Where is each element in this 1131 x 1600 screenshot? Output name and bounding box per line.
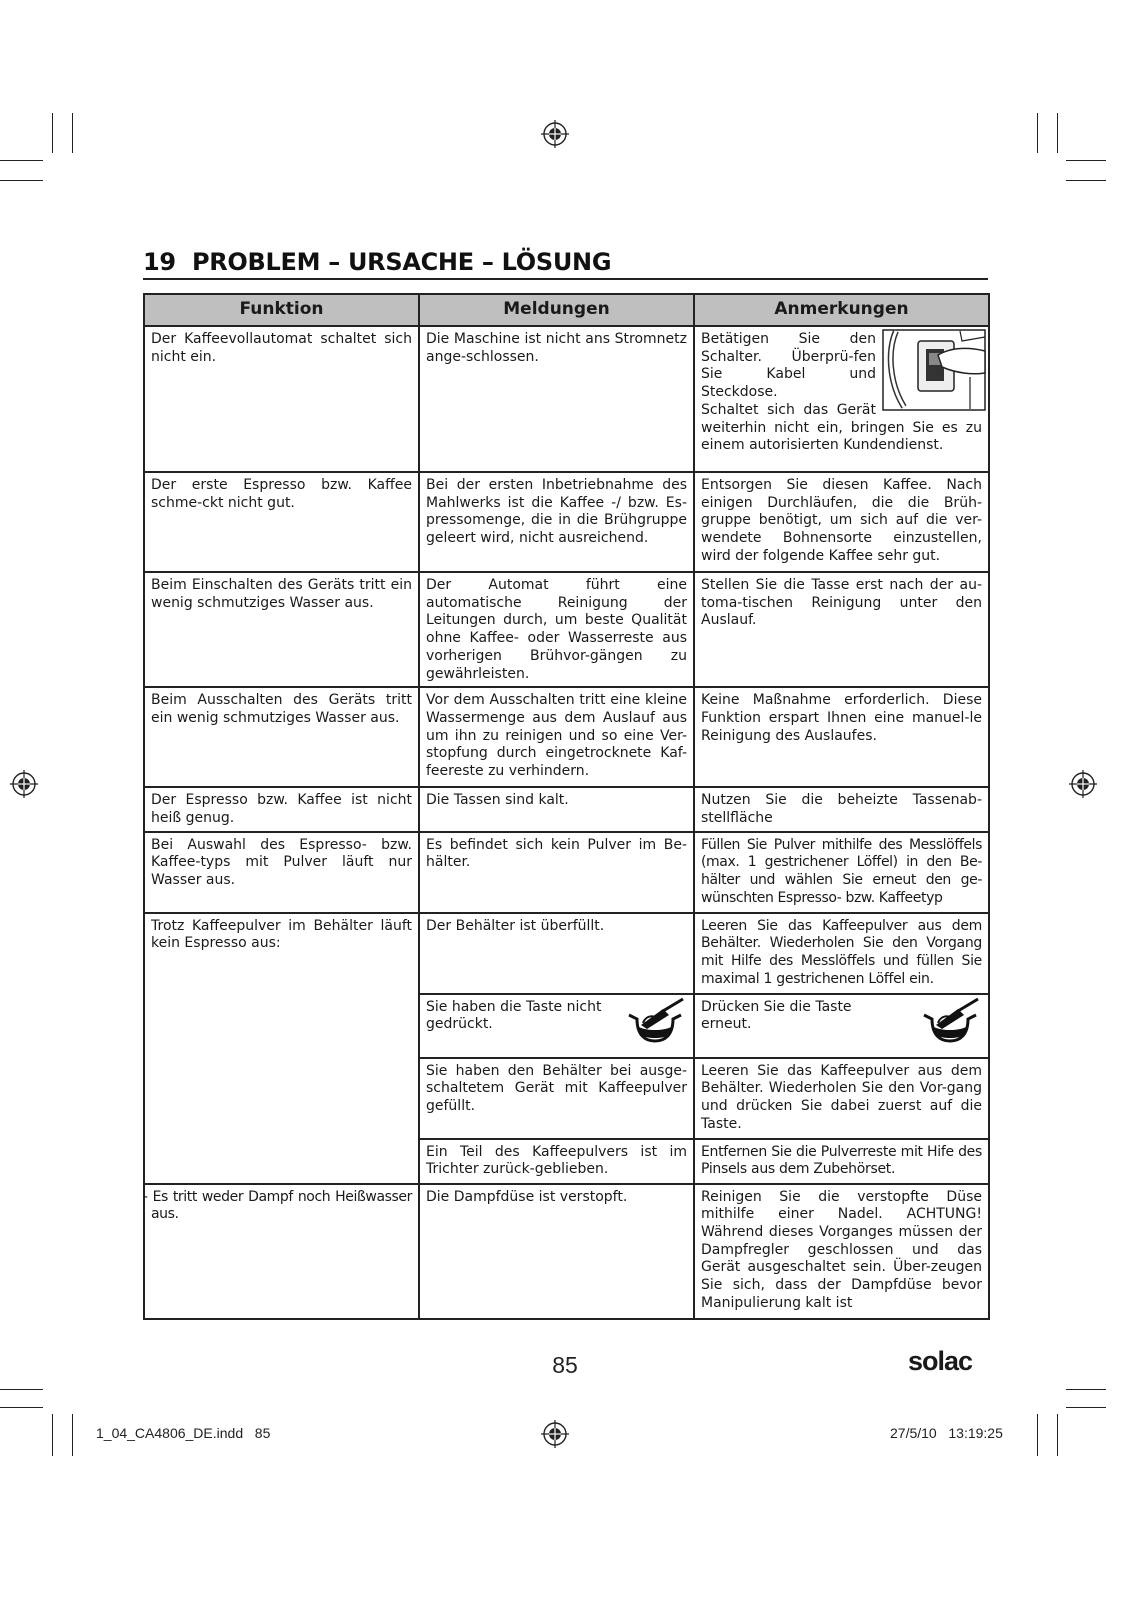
crop-mark [1037, 1414, 1038, 1456]
power-switch-illustration-icon [882, 329, 986, 411]
crop-mark [52, 113, 53, 153]
table-row [144, 687, 989, 787]
solution-text: Schaltet sich das Gerät weiterhin nicht ein, bringen Sie es zu einem autorisierten Kundendienst. [701, 401, 982, 454]
crop-mark [1066, 1407, 1106, 1408]
cause-text: Sie haben die Taste nicht gedrückt. [426, 998, 602, 1033]
brand-logo: solac [908, 1346, 973, 1376]
solution-cell [694, 994, 989, 1058]
crop-mark [1037, 113, 1038, 153]
cause-cell: Es befindet sich kein Pulver im Be-hälter. [419, 832, 694, 913]
solution-cell: Entsorgen Sie diesen Kaffee. Nach einigen Durchläufen, die die Brüh-gruppe benötigt, um sich auf die ver-wendete Bohnensorte einzustellen, wird der folgende Kaffee sehr gut. [694, 472, 989, 572]
table-row [144, 1184, 989, 1319]
cause-cell: Der Automat führt eine automatische Reinigung der Leitungen durch, um beste Qualität ohne Kaffee- oder Wasserreste aus vorherigen Brühvor-gängen zu gewährleisten. [419, 572, 694, 687]
solution-text: Drücken Sie die Taste erneut. [701, 998, 852, 1033]
solution-text: Betätigen Sie den Schalter. Überprü-fen Sie Kabel und Steckdose. [701, 331, 876, 401]
table-row [144, 326, 989, 472]
crop-mark [0, 1407, 43, 1408]
registration-mark-icon [541, 1420, 569, 1448]
cause-cell: Ein Teil des Kaffeepulvers ist im Trichter zurück-geblieben. [419, 1139, 694, 1184]
solution-cell: Stellen Sie die Tasse erst nach der au-toma-tischen Reinigung unter den Auslauf. [694, 572, 989, 687]
column-header-function: Funktion [144, 294, 419, 326]
crop-mark [0, 180, 43, 181]
ground-coffee-button-icon [918, 995, 982, 1049]
table-header-row [144, 294, 989, 326]
column-header-notes: Anmerkungen [694, 294, 989, 326]
solution-cell: Leeren Sie das Kaffeepulver aus dem Behälter. Wiederholen Sie den Vor-gang und drücken Sie dabei zuerst auf die Taste. [694, 1058, 989, 1139]
solution-cell: Nutzen Sie die beheizte Tassenab-stellfläche [694, 787, 989, 831]
section-number: 19 [143, 248, 176, 276]
problem-cell: Der erste Espresso bzw. Kaffee schme-ckt nicht gut. [144, 472, 419, 572]
solution-cell: Entfernen Sie die Pulverreste mit Hife des Pinsels aus dem Zubehörset. [694, 1139, 989, 1184]
cause-cell: Vor dem Ausschalten tritt eine kleine Wassermenge aus dem Auslauf aus um ihn zu reinigen und so eine Ver-stopfung durch eingetrocknete Kaf-feereste zu verhindern. [419, 687, 694, 787]
crop-mark [1057, 113, 1058, 153]
section-title [143, 247, 988, 280]
column-header-messages: Meldungen [419, 294, 694, 326]
page-number: 85 [552, 1352, 578, 1378]
cause-cell: Der Behälter ist überfüllt. [419, 913, 694, 994]
crop-mark [1066, 160, 1106, 161]
crop-mark [72, 1414, 73, 1456]
cause-cell: Bei der ersten Inbetriebnahme des Mahlwerks ist die Kaffee -/ bzw. Es-pressomenge, die in die Brühgruppe geleert wird, nicht ausreichend. [419, 472, 694, 572]
problem-cell: Bei Auswahl des Espresso- bzw. Kaffee-typs mit Pulver läuft nur Wasser aus. [144, 832, 419, 913]
crop-mark [0, 160, 43, 161]
registration-mark-icon [1069, 770, 1097, 798]
section-heading: PROBLEM – URSACHE – LÖSUNG [191, 248, 612, 276]
crop-mark [1066, 1389, 1106, 1390]
solution-cell: Füllen Sie Pulver mithilfe des Messlöffels (max. 1 gestrichener Löffel) in den Be-hälter und wählen Sie erneut den ge-wünschten Espresso- bzw. Kaffeetyp [694, 832, 989, 913]
crop-mark [1066, 180, 1106, 181]
troubleshooting-table [143, 293, 990, 1320]
table-row [144, 472, 989, 572]
crop-mark [72, 113, 73, 153]
cause-cell [419, 994, 694, 1058]
table-row [144, 913, 989, 994]
solution-cell: Reinigen Sie die verstopfte Düse mithilfe einer Nadel. ACHTUNG! Während dieses Vorganges müssen der Dampfregler geschlossen und das Gerät ausgeschaltet sein. Über-zeugen Sie sich, dass der Dampfdüse bevor Manipulierung kalt ist [694, 1184, 989, 1319]
registration-mark-icon [541, 120, 569, 148]
table-row [144, 787, 989, 831]
table-row [144, 572, 989, 687]
slug-date-info: 27/5/10 13:19:25 [890, 1425, 1003, 1441]
crop-mark [1057, 1414, 1058, 1456]
crop-mark [0, 1389, 43, 1390]
crop-mark [52, 1414, 53, 1456]
cause-cell: Die Dampfdüse ist verstopft. [419, 1184, 694, 1319]
problem-cell: Der Kaffeevollautomat schaltet sich nicht ein. [144, 326, 419, 472]
cause-cell: Die Maschine ist nicht ans Stromnetz ange-schlossen. [419, 326, 694, 472]
problem-cell: Beim Ausschalten des Geräts tritt ein wenig schmutziges Wasser aus. [144, 687, 419, 787]
cause-cell: Sie haben den Behälter bei ausge-schaltetem Gerät mit Kaffeepulver gefüllt. [419, 1058, 694, 1139]
problem-cell: Trotz Kaffeepulver im Behälter läuft kein Espresso aus: [144, 913, 419, 1184]
solution-cell: Leeren Sie das Kaffeepulver aus dem Behälter. Wiederholen Sie den Vorgang mit Hilfe des Messlöffels und füllen Sie maximal 1 gestrichenen Löffel ein. [694, 913, 989, 994]
registration-mark-icon [10, 770, 38, 798]
ground-coffee-button-icon [623, 995, 687, 1049]
problem-cell: - Es tritt weder Dampf noch Heißwasser aus. [144, 1184, 419, 1319]
solution-cell: Keine Maßnahme erforderlich. Diese Funktion erspart Ihnen eine manuel-le Reinigung des Auslaufes. [694, 687, 989, 787]
solution-cell [694, 326, 989, 472]
problem-cell: Der Espresso bzw. Kaffee ist nicht heiß genug. [144, 787, 419, 831]
problem-cell: Beim Einschalten des Geräts tritt ein wenig schmutziges Wasser aus. [144, 572, 419, 687]
cause-cell: Die Tassen sind kalt. [419, 787, 694, 831]
table-row [144, 832, 989, 913]
slug-file-info: 1_04_CA4806_DE.indd 85 [96, 1425, 271, 1441]
